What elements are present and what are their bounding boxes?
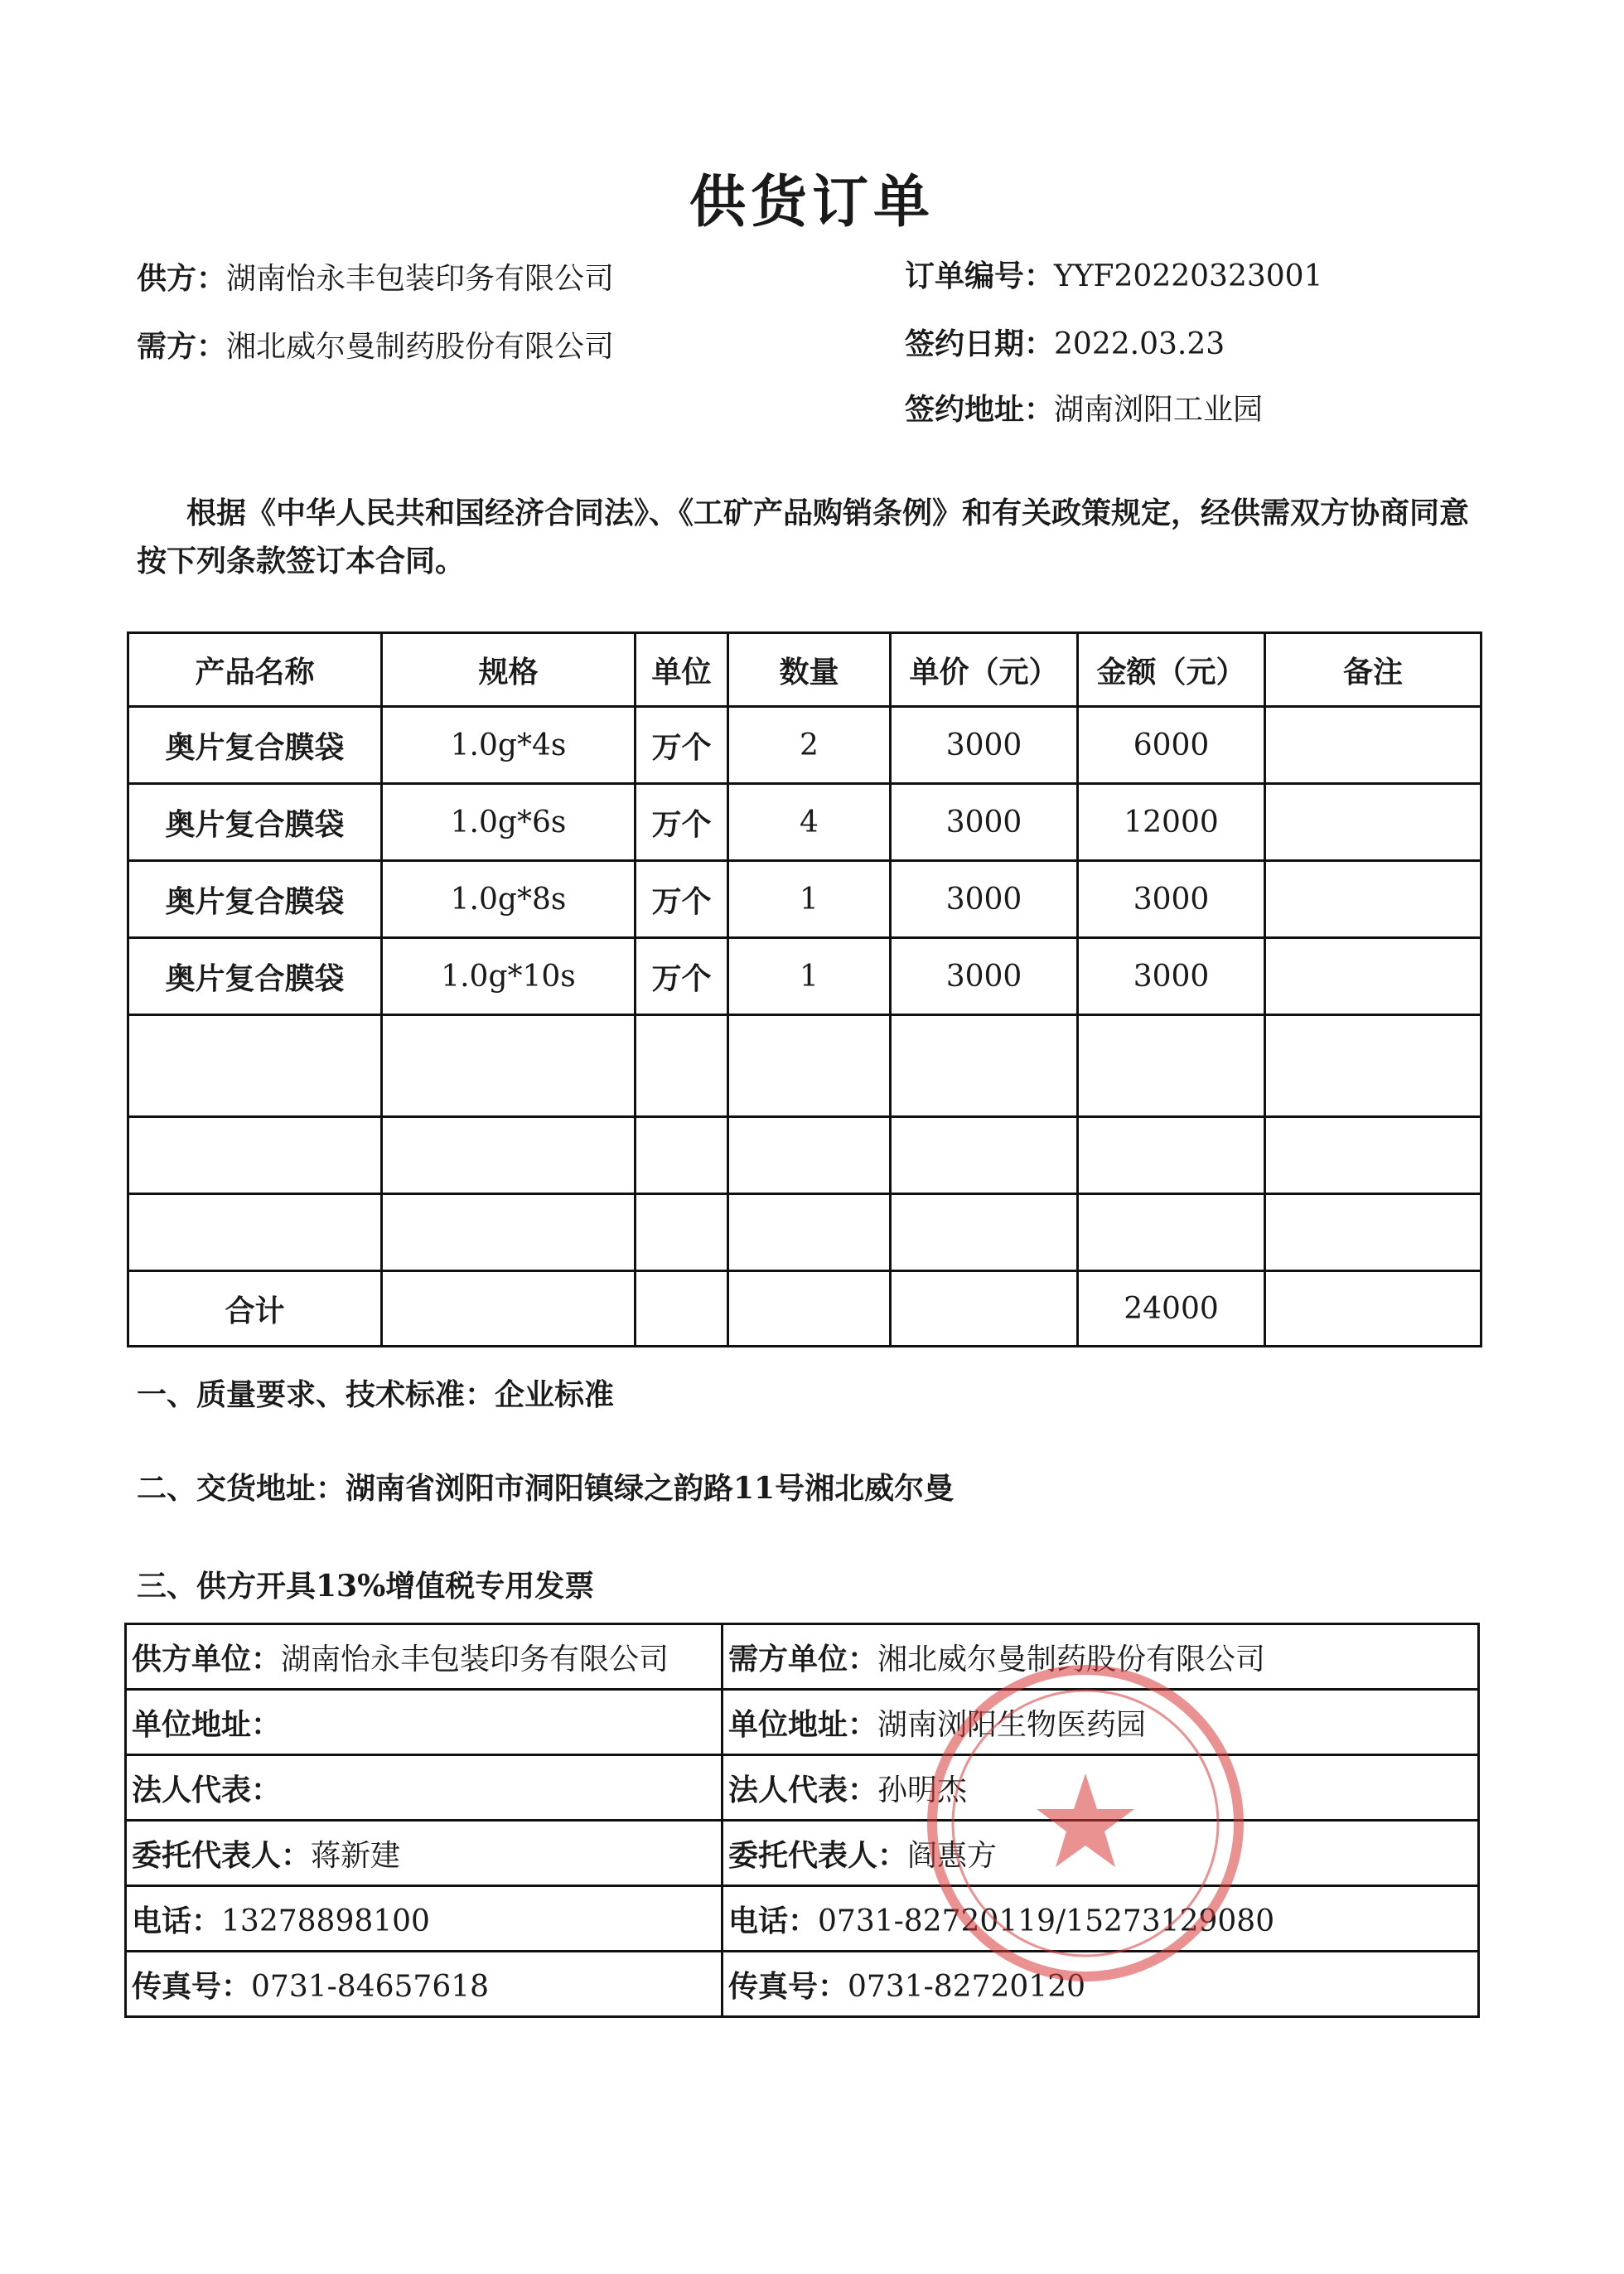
sign-place: 湖南浏阳工业园	[1054, 393, 1264, 427]
unit-cell: 万个	[636, 938, 728, 1015]
header-cell: 金额（元）	[1078, 633, 1265, 707]
blank-row	[128, 1117, 1481, 1194]
qty-cell: 4	[728, 784, 891, 861]
blank-cell	[728, 1194, 891, 1271]
buyer-fax: 0731-82720120	[848, 1969, 1086, 2004]
supplier-agent-label: 委托代表人：	[132, 1837, 312, 1873]
total-row	[128, 1271, 1481, 1347]
buyer-phone-cell	[723, 1886, 1479, 1952]
supplier-address-cell	[126, 1690, 723, 1755]
unit-cell: 万个	[636, 707, 728, 784]
party-row-agent	[126, 1821, 1479, 1886]
blank-cell	[891, 1015, 1078, 1117]
header-cell: 数量	[728, 633, 891, 707]
note-cell	[1265, 938, 1481, 1015]
blank-cell	[728, 1271, 891, 1347]
supplier-legal-cell	[126, 1755, 723, 1821]
blank-cell	[891, 1271, 1078, 1347]
product-name-cell: 奥片复合膜袋	[128, 784, 382, 861]
spec-cell: 1.0g*4s	[382, 707, 636, 784]
buyer-address: 湖南浏阳生物医药园	[877, 1707, 1147, 1742]
product-name-cell: 奥片复合膜袋	[128, 938, 382, 1015]
sign-date: 2022.03.23	[1054, 327, 1225, 361]
buyer-legal-cell	[723, 1755, 1479, 1821]
unit-cell: 万个	[636, 861, 728, 938]
blank-cell	[382, 1015, 636, 1117]
product-name-cell: 奥片复合膜袋	[128, 707, 382, 784]
buyer-unit-cell	[723, 1624, 1479, 1690]
supplier-agent-cell	[126, 1821, 723, 1886]
supplier-name: 湖南怡永丰包装印务有限公司	[226, 262, 615, 296]
supplier-label: 供方：	[137, 261, 227, 296]
blank-cell	[1078, 1015, 1265, 1117]
supplier-phone: 13278898100	[221, 1904, 430, 1938]
header-cell: 规格	[382, 633, 636, 707]
buyer-line	[137, 323, 614, 365]
blank-cell	[1265, 1194, 1481, 1271]
supplier-legal-label: 法人代表：	[132, 1772, 282, 1807]
blank-cell	[382, 1194, 636, 1271]
supplier-agent: 蒋新建	[311, 1838, 401, 1873]
price-cell: 3000	[891, 938, 1078, 1015]
blank-row	[128, 1194, 1481, 1271]
supplier-fax-label: 传真号：	[132, 1968, 252, 2004]
buyer-unit-label: 需方单位：	[728, 1641, 878, 1676]
document-title: 供货订单	[689, 169, 935, 235]
blank-cell	[1265, 1271, 1481, 1347]
blank-cell	[891, 1117, 1078, 1194]
supplier-phone-cell	[126, 1886, 723, 1952]
blank-cell	[1078, 1117, 1265, 1194]
amount-cell: 6000	[1078, 707, 1265, 784]
party-row-unit	[126, 1624, 1479, 1690]
buyer-phone: 0731-82720119/15273129080	[818, 1904, 1275, 1938]
order-no: YYF20220323001	[1054, 259, 1323, 293]
total-label: 合计	[128, 1271, 382, 1347]
supplier-phone-label: 电话：	[132, 1903, 222, 1938]
table-row	[128, 938, 1481, 1015]
party-row-legal	[126, 1755, 1479, 1821]
blank-cell	[636, 1015, 728, 1117]
blank-cell	[382, 1271, 636, 1347]
buyer-agent-label: 委托代表人：	[728, 1837, 908, 1873]
qty-cell: 1	[728, 861, 891, 938]
blank-cell	[636, 1194, 728, 1271]
note-cell	[1265, 784, 1481, 861]
blank-cell	[1078, 1194, 1265, 1271]
header-cell: 单价（元）	[891, 633, 1078, 707]
qty-cell: 2	[728, 707, 891, 784]
product-name-cell: 奥片复合膜袋	[128, 861, 382, 938]
party-row-fax	[126, 1952, 1479, 2017]
price-cell: 3000	[891, 861, 1078, 938]
spec-cell: 1.0g*10s	[382, 938, 636, 1015]
blank-cell	[128, 1117, 382, 1194]
buyer-fax-cell	[723, 1952, 1479, 2017]
blank-cell	[128, 1194, 382, 1271]
amount-cell: 3000	[1078, 861, 1265, 938]
clause-invoice: 三、供方开具13%增值税专用发票	[137, 1569, 595, 1604]
note-cell	[1265, 861, 1481, 938]
supplier-unit-cell	[126, 1624, 723, 1690]
supplier-address-label: 单位地址：	[132, 1706, 282, 1742]
table-row	[128, 707, 1481, 784]
table-header-row	[128, 633, 1481, 707]
total-amount: 24000	[1078, 1271, 1265, 1347]
party-row-address	[126, 1690, 1479, 1755]
blank-cell	[1265, 1117, 1481, 1194]
amount-cell: 3000	[1078, 938, 1265, 1015]
blank-cell	[891, 1194, 1078, 1271]
table-row	[128, 861, 1481, 938]
supplier-line	[137, 255, 614, 298]
buyer-agent-cell	[723, 1821, 1479, 1886]
buyer-address-cell	[723, 1690, 1479, 1755]
spec-cell: 1.0g*6s	[382, 784, 636, 861]
blank-cell	[728, 1015, 891, 1117]
header-cell: 产品名称	[128, 633, 382, 707]
header-cell: 单位	[636, 633, 728, 707]
intro-paragraph: 根据《中华人民共和国经济合同法》、《工矿产品购销条例》和有关政策规定，经供需双方协商同意按下列条款签订本合同。	[137, 496, 1470, 578]
blank-cell	[728, 1117, 891, 1194]
buyer-agent: 阎惠方	[907, 1838, 998, 1873]
price-cell: 3000	[891, 784, 1078, 861]
blank-cell	[636, 1271, 728, 1347]
buyer-name: 湘北威尔曼制药股份有限公司	[226, 330, 615, 364]
sign-date-label: 签约日期：	[905, 327, 1055, 361]
sign-date-line	[905, 321, 1225, 363]
buyer-legal: 孙明杰	[877, 1773, 968, 1807]
unit-cell: 万个	[636, 784, 728, 861]
order-no-label: 订单编号：	[905, 259, 1055, 293]
buyer-unit: 湘北威尔曼制药股份有限公司	[877, 1642, 1266, 1676]
blank-cell	[1265, 1015, 1481, 1117]
party-table	[124, 1623, 1480, 2018]
buyer-label: 需方：	[137, 329, 227, 364]
table-row	[128, 784, 1481, 861]
order-no-line	[905, 253, 1322, 295]
supplier-fax: 0731-84657618	[251, 1969, 490, 2004]
supplier-unit-label: 供方单位：	[132, 1641, 282, 1676]
buyer-legal-label: 法人代表：	[728, 1772, 878, 1807]
sign-place-line	[905, 386, 1263, 428]
order-table	[127, 631, 1482, 1347]
clause-quality: 一、质量要求、技术标准：企业标准	[137, 1377, 615, 1412]
note-cell	[1265, 707, 1481, 784]
blank-row	[128, 1015, 1481, 1117]
blank-cell	[128, 1015, 382, 1117]
sign-place-label: 签约地址：	[905, 392, 1055, 427]
clause-delivery: 二、交货地址：湖南省浏阳市洞阳镇绿之韵路11号湘北威尔曼	[137, 1471, 955, 1506]
spec-cell: 1.0g*8s	[382, 861, 636, 938]
header-cell: 备注	[1265, 633, 1481, 707]
buyer-fax-label: 传真号：	[728, 1968, 848, 2004]
supplier-fax-cell	[126, 1952, 723, 2017]
blank-cell	[636, 1117, 728, 1194]
buyer-phone-label: 电话：	[728, 1903, 819, 1938]
qty-cell: 1	[728, 938, 891, 1015]
supplier-unit: 湖南怡永丰包装印务有限公司	[281, 1642, 669, 1676]
party-row-phone	[126, 1886, 1479, 1952]
buyer-address-label: 单位地址：	[728, 1706, 878, 1742]
blank-cell	[382, 1117, 636, 1194]
price-cell: 3000	[891, 707, 1078, 784]
amount-cell: 12000	[1078, 784, 1265, 861]
